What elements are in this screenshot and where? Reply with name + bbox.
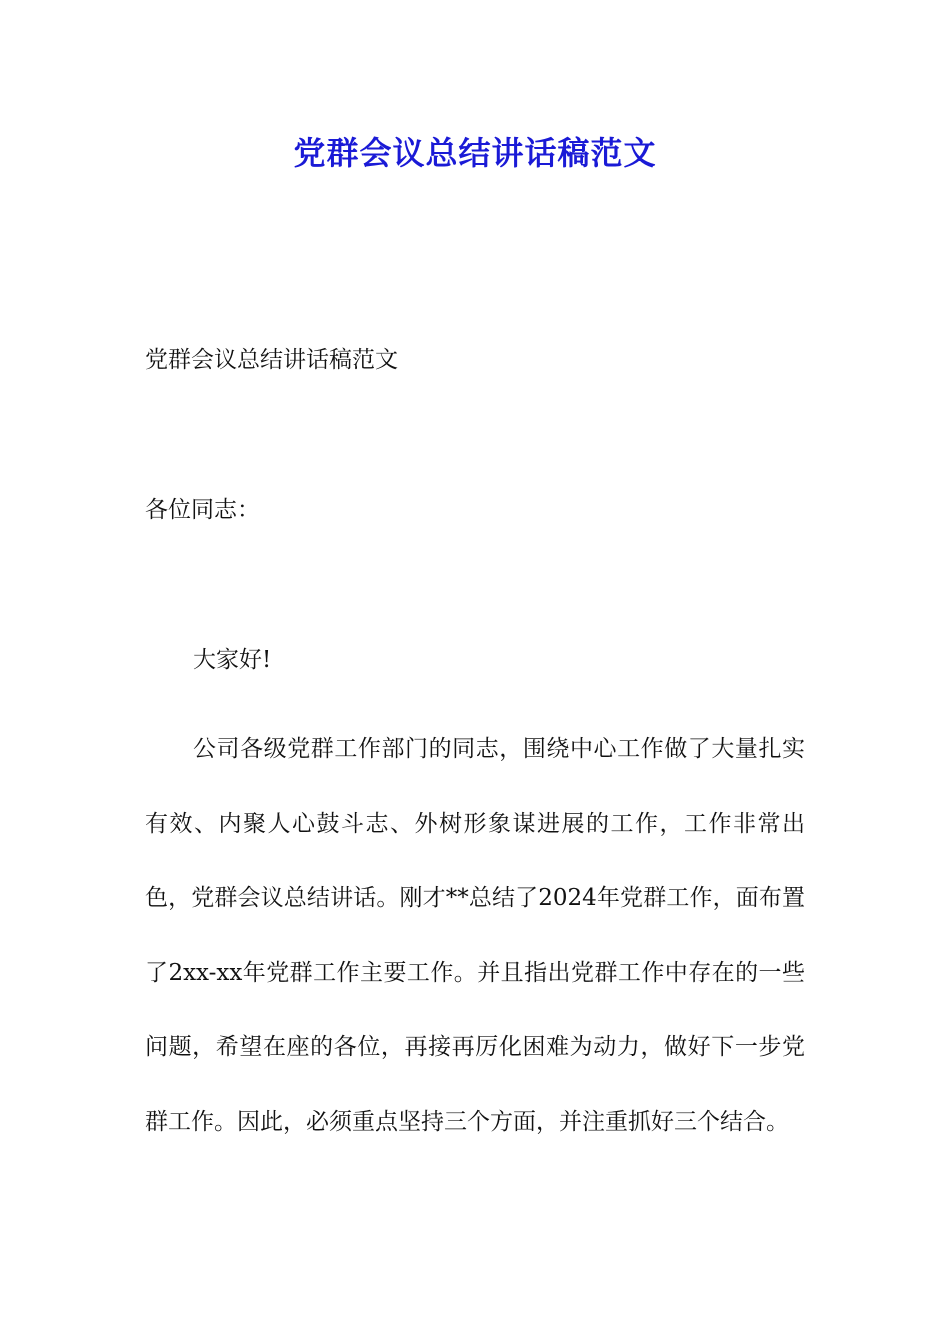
salutation: 各位同志： [145, 497, 260, 523]
body-paragraph: 公司各级党群工作部门的同志，围绕中心工作做了大量扎实有效、内聚人心鼓斗志、外树形象谋进展的工作，工作非常出色，党群会议总结讲话。刚才**总结了2024年党群工作，面布置了2xx-xx年党群工作主要工作。并且指出党群工作中存在的一些问题，希望在座的各位，再接再厉化困难为动力，做好下一步党群工作。因此，必须重点坚持三个方面，并注重抓好三个结合。 [145, 736, 805, 1135]
document-title: 党群会议总结讲话稿范文 [293, 134, 657, 172]
document-subtitle: 党群会议总结讲话稿范文 [145, 347, 398, 373]
greeting: 大家好! [193, 647, 272, 673]
